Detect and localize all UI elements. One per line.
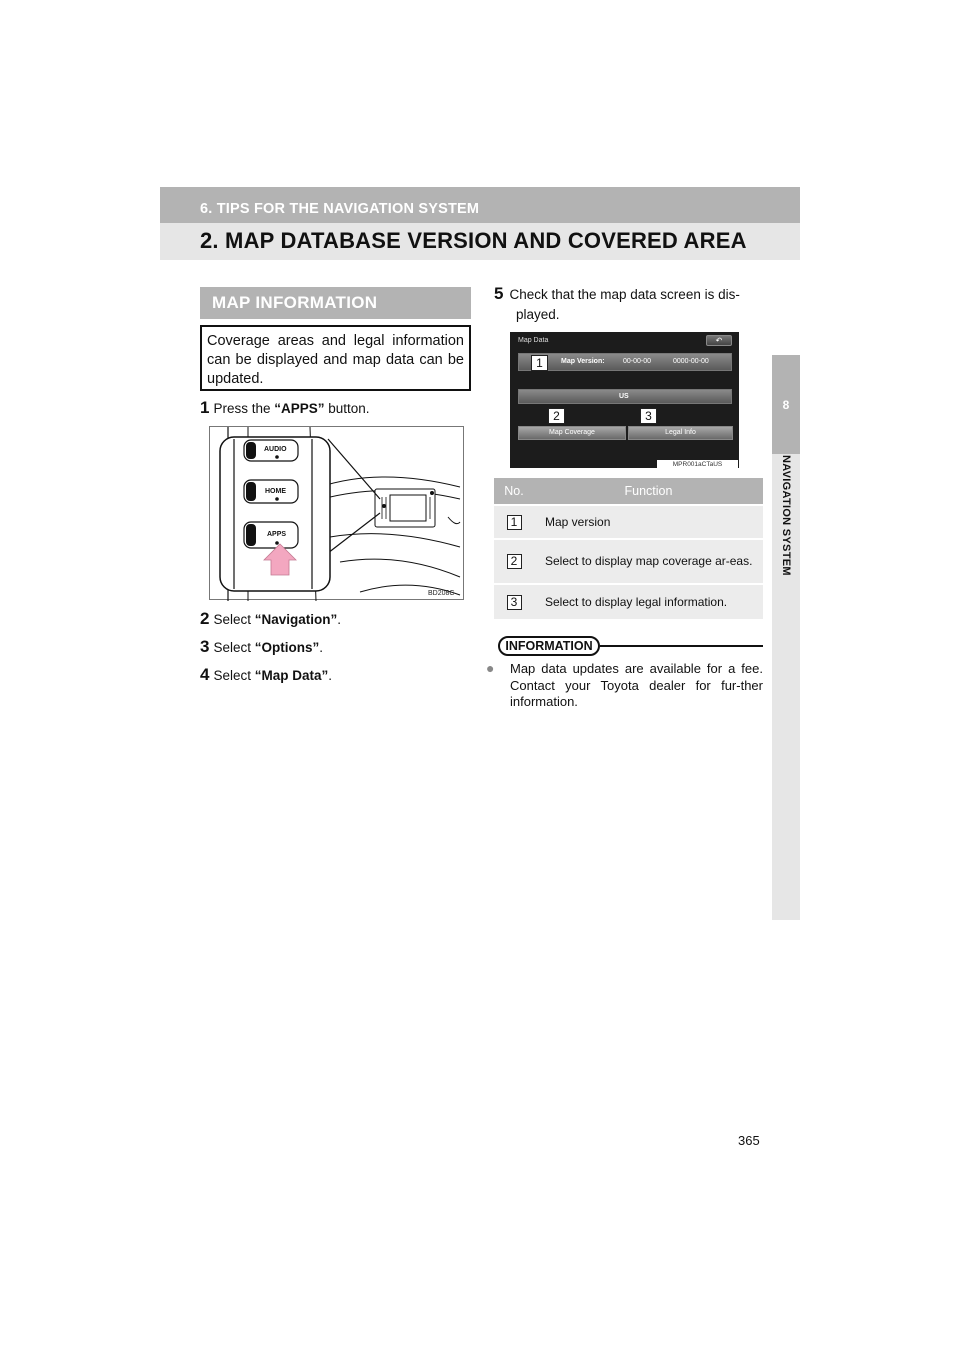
chapter-side-tab bbox=[772, 355, 800, 920]
number-box-icon: 3 bbox=[507, 595, 522, 610]
back-button[interactable] bbox=[706, 335, 732, 346]
apps-button-label: APPS bbox=[267, 531, 287, 538]
head-unit-illustration bbox=[209, 426, 464, 600]
step-number: 1 bbox=[200, 398, 210, 417]
back-arrow-icon: ↶ bbox=[715, 336, 723, 345]
page-title: 2. MAP DATABASE VERSION AND COVERED AREA bbox=[200, 228, 747, 253]
page-number: 365 bbox=[738, 1133, 760, 1148]
table-row bbox=[494, 505, 763, 539]
function-cell: Map version bbox=[534, 505, 763, 539]
screen-title: Map Data bbox=[518, 337, 549, 344]
map-information-heading: MAP INFORMATION bbox=[200, 287, 471, 319]
region-row bbox=[518, 389, 732, 404]
illustration-code: BD208C bbox=[428, 590, 455, 597]
map-data-screen bbox=[510, 332, 739, 468]
table-row bbox=[494, 539, 763, 584]
map-version-date: 0000-00-00 bbox=[673, 358, 709, 365]
callout-2: 2 bbox=[548, 408, 565, 424]
map-version-value: 00-00-00 bbox=[623, 358, 652, 365]
number-box-icon: 2 bbox=[507, 554, 522, 569]
step-4: 4 Select “Map Data”. bbox=[200, 665, 333, 684]
function-table bbox=[494, 478, 763, 619]
table-row bbox=[494, 584, 763, 619]
bullet-icon: ● bbox=[486, 660, 495, 676]
information-label: INFORMATION bbox=[498, 636, 600, 656]
map-information-description: Coverage areas and legal information can be displayed and map data can be updated. bbox=[200, 325, 471, 391]
map-version-row bbox=[518, 353, 732, 371]
home-button-label: HOME bbox=[265, 488, 286, 495]
step-number: 3 bbox=[200, 637, 210, 656]
function-cell: Select to display legal information. bbox=[534, 584, 763, 619]
step-3: 3 Select “Options”. bbox=[200, 637, 324, 656]
dashboard-drawing bbox=[210, 427, 465, 601]
section-title: 6. TIPS FOR THE NAVIGATION SYSTEM bbox=[200, 201, 480, 217]
map-version-label: Map Version: bbox=[561, 358, 605, 365]
map-coverage-button[interactable]: Map Coverage bbox=[518, 426, 626, 440]
region-label: US bbox=[619, 393, 629, 400]
step-1: 1 Press the “APPS” button. bbox=[200, 398, 370, 417]
column-header-no: No. bbox=[494, 478, 534, 505]
column-header-function: Function bbox=[534, 478, 763, 505]
information-text: ● Map data updates are available for a fee. Contact your Toyota dealer for fur-ther information. bbox=[486, 660, 763, 709]
screen-code: MPR001aCTaUS bbox=[657, 460, 738, 469]
step-5: 5 Check that the map data screen is dis-played. bbox=[494, 284, 740, 322]
information-divider bbox=[600, 645, 763, 647]
step-number: 2 bbox=[200, 609, 210, 628]
number-box-icon: 1 bbox=[507, 515, 522, 530]
function-cell: Select to display map coverage ar-eas. bbox=[534, 539, 763, 584]
chapter-number: 8 bbox=[772, 355, 800, 454]
chapter-label: NAVIGATION SYSTEM bbox=[780, 455, 792, 576]
apps-button-ref: “APPS” bbox=[274, 401, 325, 416]
step-number: 5 bbox=[494, 284, 504, 303]
step-2: 2 Select “Navigation”. bbox=[200, 609, 342, 628]
step-number: 4 bbox=[200, 665, 210, 684]
legal-info-button[interactable]: Legal Info bbox=[628, 426, 733, 440]
callout-1: 1 bbox=[531, 355, 548, 371]
audio-button-label: AUDIO bbox=[264, 446, 287, 453]
callout-3: 3 bbox=[640, 408, 657, 424]
